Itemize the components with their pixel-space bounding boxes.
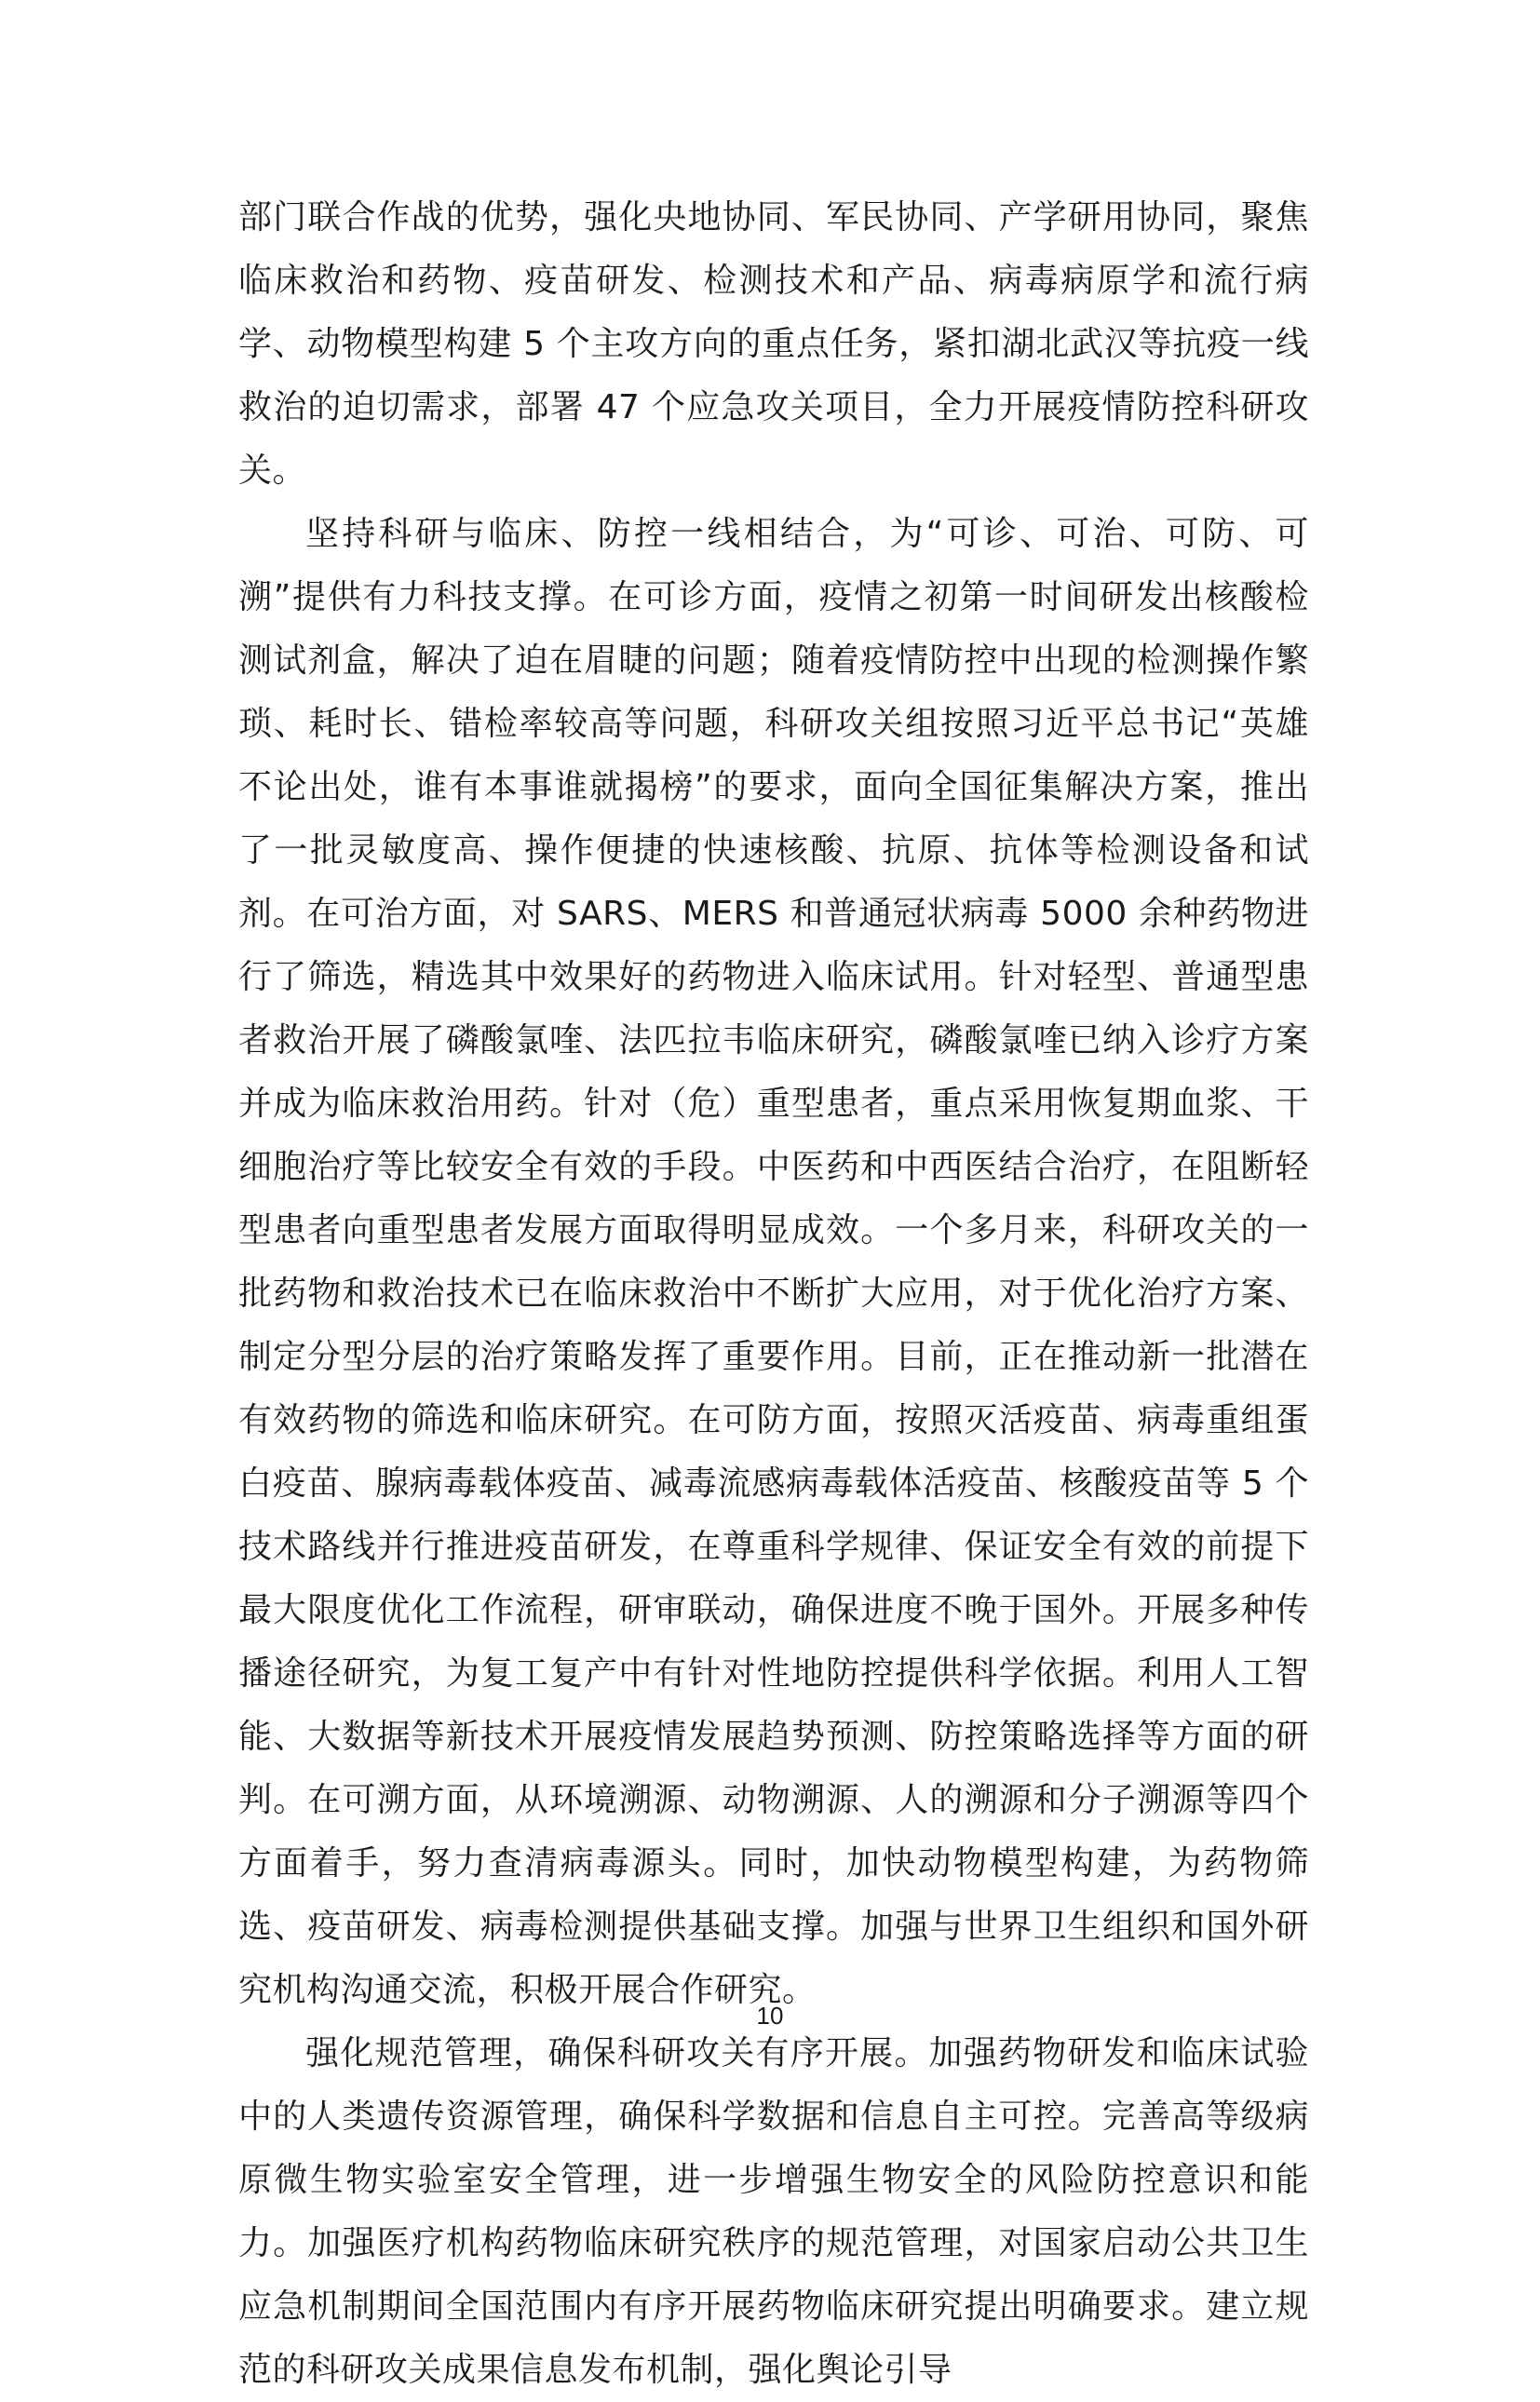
body-text [238, 186, 1309, 2402]
page-number: 10 [756, 2002, 784, 2030]
paragraph-regulation: 强化规范管理，确保科研攻关有序开展。加强药物研发和临床试验中的人类遗传资源管理，确保科学数据和信息自主可控。完善高等级病原微生物实验室安全管理，进一步增强生物安全的风险防控意识和能力。加强医疗机构药物临床研究秩序的规范管理，对国家启动公共卫生应急机制期间全国范围内有序开展药物临床研究提出明确要求。建立规范的科研攻关成果信息发布机制，强化舆论引导 [238, 2034, 1309, 2389]
paragraph-research-clinical: 坚持科研与临床、防控一线相结合，为“可诊、可治、可防、可溯”提供有力科技支撑。在可诊方面，疫情之初第一时间研发出核酸检测试剂盒，解决了迫在眉睫的问题；随着疫情防控中出现的检测操作繁琐、耗时长、错检率较高等问题，科研攻关组按照习近平总书记“英雄不论出处，谁有本事谁就揭榜”的要求，面向全国征集解决方案，推出了一批灵敏度高、操作便捷的快速核酸、抗原、抗体等检测设备和试剂。在可治方面，对 SARS、MERS 和普通冠状病毒 5000 余种药物进行了筛选，精选其中效果好的药物进入临床试用。针对轻型、普通型患者救治开展了磷酸氯喹、法匹拉韦临床研究，磷酸氯喹已纳入诊疗方案并成为临床救治用药。针对（危）重型患者，重点采用恢复期血浆、干细胞治疗等比较安全有效的手段。中医药和中西医结合治疗，在阻断轻型患者向重型患者发展方面取得明显成效。一个多月来，科研攻关的一批药物和救治技术已在临床救治中不断扩大应用，对于优化治疗方案、制定分型分层的治疗策略发挥了重要作用。目前，正在推动新一批潜在有效药物的筛选和临床研究。在可防方面，按照灭活疫苗、病毒重组蛋白疫苗、腺病毒载体疫苗、减毒流感病毒载体活疫苗、核酸疫苗等 5 个技术路线并行推进疫苗研发，在尊重科学规律、保证安全有效的前提下最大限度优化工作流程，研审联动，确保进度不晚于国外。开展多种传播途径研究，为复工复产中有针对性地防控提供科学依据。利用人工智能、大数据等新技术开展疫情发展趋势预测、防控策略选择等方面的研判。在可溯方面，从环境溯源、动物溯源、人的溯源和分子溯源等四个方面着手，努力查清病毒源头。同时，加快动物模型构建，为药物筛选、疫苗研发、病毒检测提供基础支撑。加强与世界卫生组织和国外研究机构沟通交流，积极开展合作研究。 [238, 515, 1309, 2009]
paragraph-continuation: 部门联合作战的优势，强化央地协同、军民协同、产学研用协同，聚焦临床救治和药物、疫苗研发、检测技术和产品、病毒病原学和流行病学、动物模型构建 5 个主攻方向的重点任务，紧扣湖北武汉等抗疫一线救治的迫切需求，部署 47 个应急攻关项目，全力开展疫情防控科研攻关。 [238, 198, 1309, 490]
